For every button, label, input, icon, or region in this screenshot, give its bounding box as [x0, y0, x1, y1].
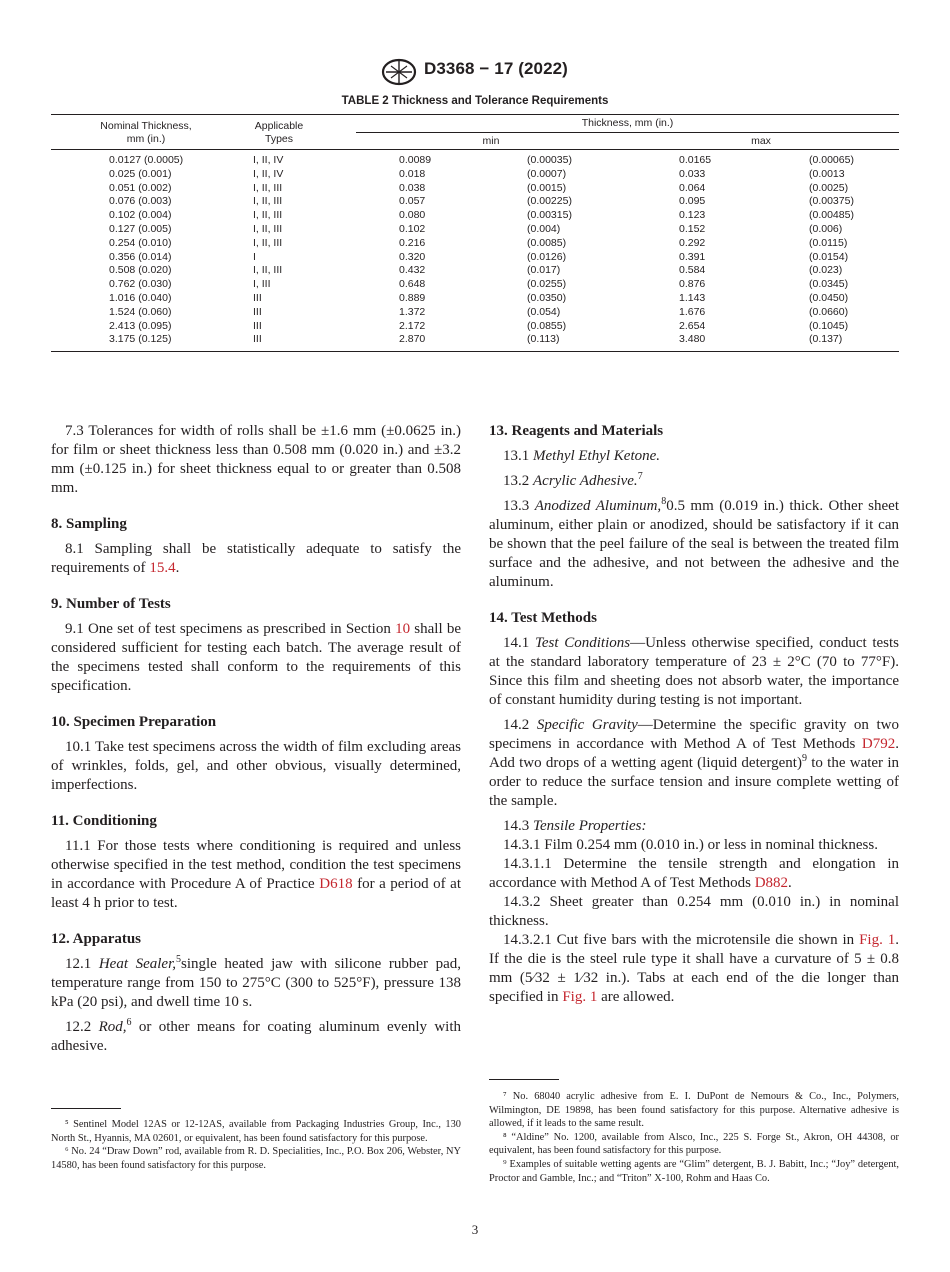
heading-12: 12. Apparatus: [51, 931, 142, 947]
para-13-1: [489, 447, 899, 466]
link-fig-1[interactable]: Fig. 1: [859, 932, 896, 948]
link-section-10[interactable]: 10: [395, 621, 411, 637]
spacer: [489, 598, 899, 609]
cell-min-mm: 2.172: [399, 319, 426, 332]
cell-nominal: 0.356 (0.014): [109, 250, 172, 263]
footnote-rule-left: [51, 1108, 121, 1109]
para-10-1: 10.1 Take test specimens across the width of film excluding areas of wrinkles, folds, gel, and other obvious, visually determined, imperfections.: [51, 739, 461, 793]
cell-max-in: (0.0450): [809, 292, 849, 304]
header-nominal: [71, 120, 221, 146]
para-13-2: [489, 472, 899, 491]
right-column: [489, 422, 899, 1007]
header-types-line2: Types: [264, 133, 293, 145]
heading-8: 8. Sampling: [51, 516, 127, 532]
cell-types: I, II, IV: [253, 167, 284, 180]
para-12-2-text: or other means for coating aluminum evenly with adhesive.: [51, 1019, 461, 1054]
link-d792[interactable]: D792: [861, 736, 896, 752]
cell-nominal: 0.0127 (0.0005): [109, 154, 184, 166]
para-12-2: [51, 1018, 461, 1056]
heading-9: 9. Number of Tests: [51, 596, 171, 612]
cell-types: I, III: [253, 278, 271, 291]
cell-min-in: (0.0015): [527, 181, 567, 194]
cell-min-in: (0.0855): [527, 319, 567, 332]
para-12-1: [51, 955, 461, 1012]
cell-nominal: 0.025 (0.001): [109, 167, 172, 180]
para-14-2-text2: . Add two drops of a wetting agent (liquid detergent): [489, 736, 899, 771]
cell-min-mm: 0.889: [399, 292, 426, 304]
cell-min-in: (0.0255): [527, 278, 567, 291]
para-14-3-2: 14.3.2 Sheet greater than 0.254 mm (0.010 in.) in nominal thickness.: [489, 894, 899, 929]
page-number: 3: [471, 1222, 479, 1237]
footnote-ref-7: 7: [637, 471, 643, 482]
header-min: min: [482, 135, 500, 147]
document-id: D3368 − 17 (2022): [424, 59, 568, 78]
link-fig-1-second[interactable]: Fig. 1: [562, 989, 598, 1005]
cell-min-in: (0.0007): [527, 167, 567, 180]
para-14-3-1-1: [489, 855, 899, 893]
cell-max-mm: 3.480: [679, 333, 706, 346]
header-nominal-line1: Nominal Thickness,: [100, 120, 192, 132]
cell-min-mm: 0.432: [399, 264, 426, 277]
cell-nominal: 1.524 (0.060): [109, 305, 172, 318]
para-13-3-term: Anodized Aluminum,: [534, 498, 662, 514]
para-8-1-end: .: [175, 560, 180, 576]
cell-min-in: (0.004): [527, 223, 561, 235]
header-max: max: [751, 135, 771, 147]
para-9-1-text: 9.1 One set of test specimens as prescribed in Section: [65, 621, 396, 637]
para-13-3: [489, 497, 899, 592]
cell-max-in: (0.00375): [809, 195, 854, 208]
para-14-3-num: 14.3: [503, 818, 533, 834]
cell-max-in: (0.00485): [809, 209, 854, 222]
cell-min-mm: 0.038: [399, 181, 426, 194]
cell-nominal: 0.508 (0.020): [109, 264, 172, 277]
para-9-1: [51, 620, 461, 696]
para-14-2-num: 14.2: [503, 717, 537, 733]
cell-types: III: [253, 319, 262, 332]
cell-min-mm: 0.320: [399, 250, 426, 263]
cell-min-mm: 1.372: [399, 305, 426, 318]
footnote-ref-5: 5: [176, 954, 181, 965]
cell-max-mm: 0.391: [679, 250, 706, 263]
para-13-1-num: 13.1: [503, 448, 533, 464]
cell-min-in: (0.00035): [527, 154, 572, 166]
footnote-8: ⁸ “Aldine” No. 1200, available from Alsco, Inc., 225 S. Forge St., Akron, OH 44308, or equivalent, has been found satisfactory for this purpose.: [489, 1131, 899, 1157]
footnote-9: ⁹ Examples of suitable wetting agents are “Glim” detergent, B. J. Babitt, Inc.; “Joy” detergent, Proctor and Gamble, Inc.; and “Triton” X-100, Rohm and Haas Co.: [489, 1158, 899, 1184]
cell-max-in: (0.137): [809, 333, 843, 346]
cell-min-mm: 0.216: [399, 236, 426, 249]
footnotes-right: [489, 1090, 899, 1185]
spacer: [51, 919, 461, 930]
spacer: [51, 584, 461, 595]
cell-min-in: (0.113): [527, 333, 560, 346]
cell-min-in: (0.0085): [527, 236, 567, 249]
astm-logo-icon: [381, 58, 417, 86]
cell-max-in: (0.0345): [809, 278, 849, 291]
table-header-rule: [51, 149, 899, 150]
para-13-2-term: Acrylic Adhesive.: [533, 473, 638, 489]
cell-max-in: (0.0025): [809, 181, 849, 194]
cell-max-mm: 0.033: [679, 167, 706, 180]
para-14-3-term: Tensile Properties:: [533, 818, 647, 834]
cell-max-mm: 0.152: [679, 223, 706, 235]
heading-14: 14. Test Methods: [489, 610, 597, 626]
cell-max-in: (0.00065): [809, 154, 854, 166]
para-12-1-term: Heat Sealer,: [98, 956, 176, 972]
para-14-2-term: Specific Gravity: [536, 717, 638, 733]
para-13-3-text: 0.5 mm (0.019 in.) thick. Other sheet aluminum, either plain or anodized, should be satisfactory if it can be shown that the peel failure of the seal is between the treated film surface and the adhesive, and not between the adhesive and the aluminum.: [489, 498, 900, 590]
cell-min-in: (0.0126): [527, 250, 567, 263]
footnote-ref-6: 6: [126, 1017, 132, 1028]
cell-nominal: 0.076 (0.003): [109, 195, 172, 208]
cell-types: III: [253, 305, 262, 318]
para-12-1-text: single heated jaw with silicone rubber pad, temperature range from 150 to 275°C (300 to 525°F), pressure 138 kPa (20 psi), and dwell time 10 s.: [51, 956, 461, 1010]
cell-min-mm: 0.080: [399, 209, 426, 222]
cell-types: I, II, III: [253, 264, 283, 277]
cell-nominal: 0.102 (0.004): [109, 209, 172, 222]
para-14-2-text3: to the water in order to reduce the surface tension and insure complete wetting of the sample.: [489, 755, 899, 809]
para-13-3-num: 13.3: [503, 498, 535, 514]
header-nominal-line2: mm (in.): [126, 133, 166, 145]
cell-max-in: (0.0154): [809, 250, 849, 263]
cell-max-mm: 0.064: [679, 181, 706, 194]
cell-min-mm: 0.057: [399, 195, 426, 208]
para-8-1-text: 8.1 Sampling shall be statistically adequate to satisfy the requirements of: [51, 541, 461, 576]
para-14-2-text: —Determine the specific gravity on two specimens in accordance with Method A of Test Methods: [489, 717, 900, 752]
footnote-5: ⁵ Sentinel Model 12AS or 12-12AS, available from Packaging Industries Group, Inc., 130 North St., Hyannis, MA 02601, or equivalent, has been found satisfactory for this purpose.: [51, 1119, 461, 1144]
cell-min-in: (0.00315): [527, 209, 572, 222]
cell-min-in: (0.054): [527, 305, 561, 318]
para-14-3-2-1-mid: . If the die is the steel rule type it shall have a curvature of 5 ± 0.8 mm (5⁄32 ± 1⁄32 in.). Tabs at each end of the die longer than specified in: [489, 932, 900, 1005]
cell-min-mm: 0.018: [399, 167, 426, 180]
cell-min-in: (0.017): [527, 264, 561, 277]
link-15-4[interactable]: 15.4: [149, 560, 176, 576]
cell-min-in: (0.00225): [527, 195, 572, 208]
cell-types: III: [253, 333, 262, 346]
spacer: [51, 504, 461, 515]
para-14-3: [489, 817, 899, 836]
footnote-7: ⁷ No. 68040 acrylic adhesive from E. I. DuPont de Nemours & Co., Inc., Polymers, Wilmington, DE 19898, has been found satisfactory for this purpose. Alternative adhesive is allowed, if it leads to the same result.: [489, 1091, 899, 1130]
para-14-3-2-1: [489, 931, 899, 1007]
para-12-1-num: 12.1: [65, 956, 99, 972]
link-d618[interactable]: D618: [319, 876, 353, 892]
para-14-3-1-1-end: .: [788, 875, 792, 891]
cell-min-mm: 0.0089: [399, 154, 432, 166]
para-12-2-term: Rod,: [98, 1019, 127, 1035]
footnote-rule-right: [489, 1079, 559, 1080]
para-14-3-1: 14.3.1 Film 0.254 mm (0.010 in.) or less in nominal thickness.: [503, 837, 878, 853]
heading-11: 11. Conditioning: [51, 813, 157, 829]
cell-types: I, II, III: [253, 181, 283, 194]
heading-10: 10. Specimen Preparation: [51, 714, 217, 730]
cell-max-mm: 2.654: [679, 319, 706, 332]
spacer: [51, 702, 461, 713]
cell-max-in: (0.1045): [809, 319, 849, 332]
footnote-6: ⁶ No. 24 “Draw Down” rod, available from R. D. Specialities, Inc., P.O. Box 206, Webster, NY 14580, has been found satisfactory for this purpose.: [51, 1146, 461, 1171]
page-header: [0, 58, 950, 86]
para-11-1-end: for a period of at least 4 h prior to test.: [51, 876, 461, 911]
para-13-2-num: 13.2: [503, 473, 533, 489]
para-14-3-2-1-text: 14.3.2.1 Cut five bars with the microtensile die shown in: [503, 932, 860, 948]
para-11-1-text: 11.1 For those tests where conditioning is required and unless otherwise specified in the test method, condition the test specimens in accordance with Procedure A of Practice: [51, 838, 461, 892]
cell-max-in: (0.023): [809, 264, 843, 277]
cell-min-mm: 0.102: [399, 223, 426, 235]
header-types-line1: Applicable: [254, 120, 304, 132]
cell-types: I, II, III: [253, 223, 283, 235]
cell-types: I: [253, 250, 256, 263]
cell-nominal: 0.127 (0.005): [109, 223, 172, 235]
left-column: [51, 422, 461, 1062]
cell-max-in: (0.0660): [809, 305, 849, 318]
link-d882[interactable]: D882: [754, 875, 789, 891]
footnotes-left: [51, 1118, 461, 1172]
cell-nominal: 0.051 (0.002): [109, 181, 172, 194]
cell-max-mm: 0.0165: [679, 154, 712, 166]
cell-max-mm: 0.095: [679, 195, 706, 208]
cell-nominal: 2.413 (0.095): [109, 319, 172, 332]
cell-max-mm: 0.123: [679, 209, 706, 222]
para-14-1: [489, 634, 899, 710]
header-types: [229, 120, 329, 146]
cell-max-mm: 0.876: [679, 278, 706, 291]
para-14-2: [489, 716, 899, 811]
cell-max-in: (0.006): [809, 223, 843, 235]
heading-13: 13. Reagents and Materials: [489, 423, 664, 439]
para-14-3-2-1-end: are allowed.: [597, 989, 675, 1005]
cell-min-mm: 2.870: [399, 333, 426, 346]
para-14-1-num: 14.1: [503, 635, 535, 651]
cell-types: I, II, IV: [253, 154, 284, 166]
footnote-ref-8: 8: [661, 496, 667, 507]
para-7-3: 7.3 Tolerances for width of rolls shall be ±1.6 mm (±0.0625 in.) for film or sheet thickness less than 0.508 mm (0.020 in.) and ±3.2 mm (±0.125 in.) for sheet thickness equal to or greater than 0.508 mm.: [51, 423, 461, 496]
cell-types: III: [253, 292, 262, 304]
para-14-1-term: Test Conditions: [534, 635, 631, 651]
table-top-rule: [51, 114, 899, 115]
cell-min-mm: 0.648: [399, 278, 426, 291]
cell-types: I, II, III: [253, 195, 283, 208]
cell-nominal: 3.175 (0.125): [109, 333, 172, 346]
cell-max-mm: 1.676: [679, 305, 706, 318]
para-9-1-end: shall be considered sufficient for testing each batch. The average result of the specimens tested shall conform to the requirements of this specification.: [51, 621, 461, 694]
cell-max-in: (0.0115): [809, 236, 848, 249]
cell-max-mm: 0.584: [679, 264, 706, 277]
para-11-1: [51, 837, 461, 913]
table-title: TABLE 2 Thickness and Tolerance Requirements: [341, 95, 609, 107]
cell-max-in: (0.0013: [809, 167, 845, 180]
footnote-ref-9: 9: [801, 753, 807, 764]
cell-max-mm: 1.143: [679, 292, 706, 304]
para-14-3-1-1-text: 14.3.1.1 Determine the tensile strength and elongation in accordance with Method A of Test Methods: [489, 856, 899, 891]
cell-nominal: 0.762 (0.030): [109, 278, 172, 291]
cell-min-in: (0.0350): [527, 292, 567, 304]
spacer: [51, 801, 461, 812]
cell-types: I, II, III: [253, 236, 283, 249]
para-14-1-text: —Unless otherwise specified, conduct tests at the standard laboratory temperature of 23 ± 2°C (70 to 77°F). Since this film and sheeting does not absorb water, the importance of constant humidity during testing is not important.: [489, 635, 899, 708]
cell-types: I, II, III: [253, 209, 283, 222]
table-thickness-rule: [356, 132, 899, 133]
header-thickness: Thickness, mm (in.): [581, 117, 674, 129]
cell-nominal: 0.254 (0.010): [109, 236, 172, 249]
cell-max-mm: 0.292: [679, 236, 706, 249]
para-12-2-num: 12.2: [65, 1019, 99, 1035]
para-13-1-term: Methyl Ethyl Ketone.: [533, 448, 661, 464]
table-bottom-rule: [51, 351, 899, 352]
cell-nominal: 1.016 (0.040): [109, 292, 172, 304]
para-8-1: [51, 540, 461, 578]
